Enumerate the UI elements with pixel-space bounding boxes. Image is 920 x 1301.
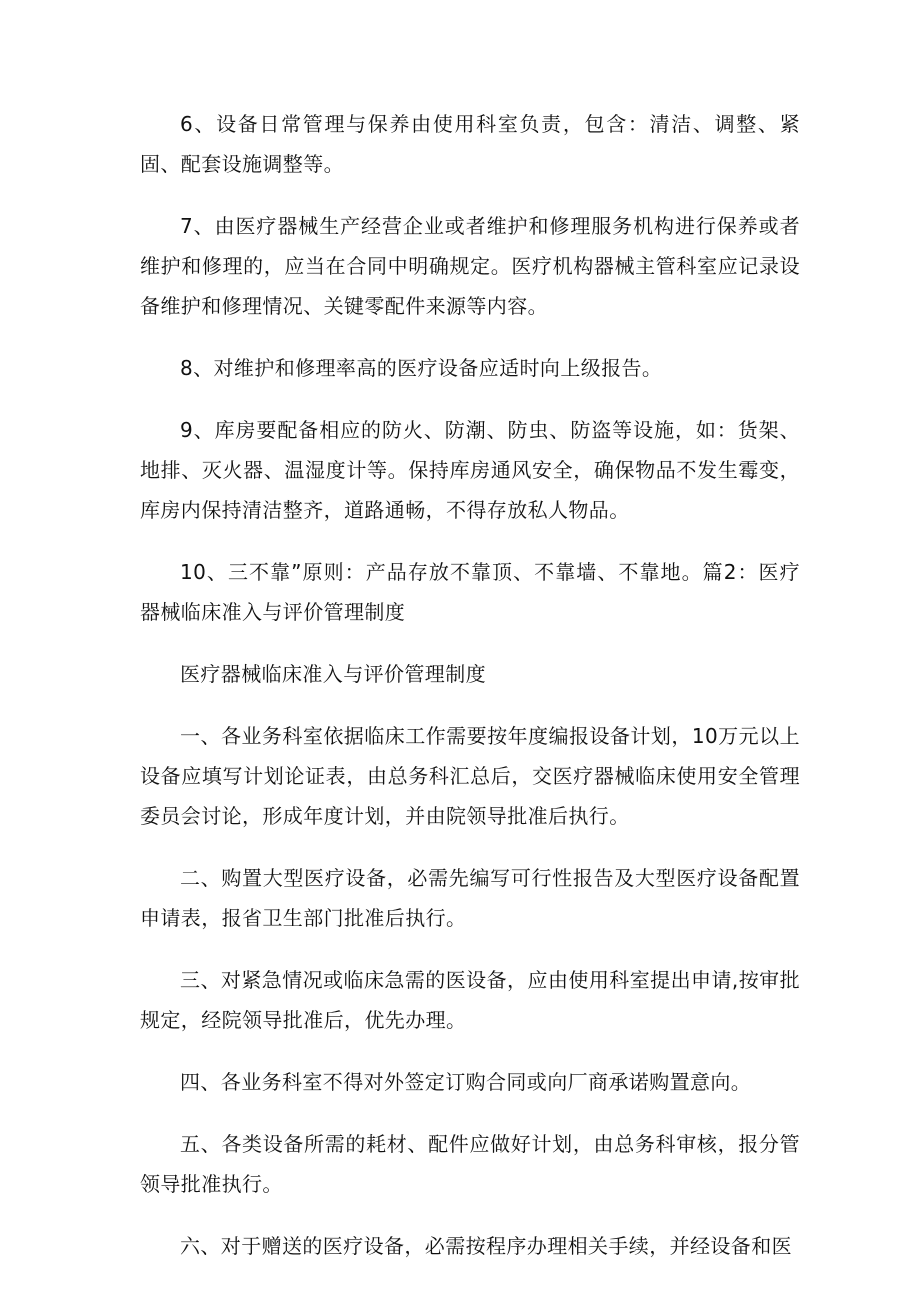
paragraph-item-10: 10、三不靠”原则：产品存放不靠顶、不靠墙、不靠地。篇2：医疗器械临床准入与评价管理制度 bbox=[140, 560, 800, 624]
paragraph-rule-1: 一、各业务科室依据临床工作需要按年度编报设备计划，10万元以上设备应填写计划论证表，由总务科汇总后，交医疗器械临床使用安全管理委员会讨论，形成年度计划，并由院领导批准后执行。 bbox=[140, 724, 800, 828]
document-body bbox=[140, 104, 800, 1288]
paragraph-item-6: 6、设备日常管理与保养由使用科室负责，包含：清洁、调整、紧固、配套设施调整等。 bbox=[140, 112, 800, 176]
paragraph-item-9: 9、库房要配备相应的防火、防潮、防虫、防盗等设施，如：货架、地排、灭火器、温湿度计等。保持库房通风安全，确保物品不发生霉变，库房内保持清洁整齐，道路通畅，不得存放私人物品。 bbox=[140, 418, 800, 522]
paragraph-item-8: 8、对维护和修理率高的医疗设备应适时向上级报告。 bbox=[180, 356, 663, 380]
paragraph-rule-4: 四、各业务科室不得对外签定订购合同或向厂商承诺购置意向。 bbox=[180, 1070, 752, 1094]
paragraph-rule-3: 三、对紧急情况或临床急需的医设备，应由使用科室提出申请,按审批规定，经院领导批准后，优先办理。 bbox=[140, 968, 800, 1032]
paragraph-rule-6: 六、对于赠送的医疗设备，必需按程序办理相关手续，并经设备和医 bbox=[180, 1234, 792, 1258]
paragraph-rule-2: 二、购置大型医疗设备，必需先编写可行性报告及大型医疗设备配置申请表，报省卫生部门批准后执行。 bbox=[140, 866, 800, 930]
paragraph-rule-5: 五、各类设备所需的耗材、配件应做好计划，由总务科审核，报分管领导批准执行。 bbox=[140, 1132, 800, 1196]
section-title: 医疗器械临床准入与评价管理制度 bbox=[180, 662, 486, 686]
paragraph-item-7: 7、由医疗器械生产经营企业或者维护和修理服务机构进行保养或者维护和修理的，应当在合同中明确规定。医疗机构器械主管科室应记录设备维护和修理情况、关键零配件来源等内容。 bbox=[140, 214, 800, 318]
